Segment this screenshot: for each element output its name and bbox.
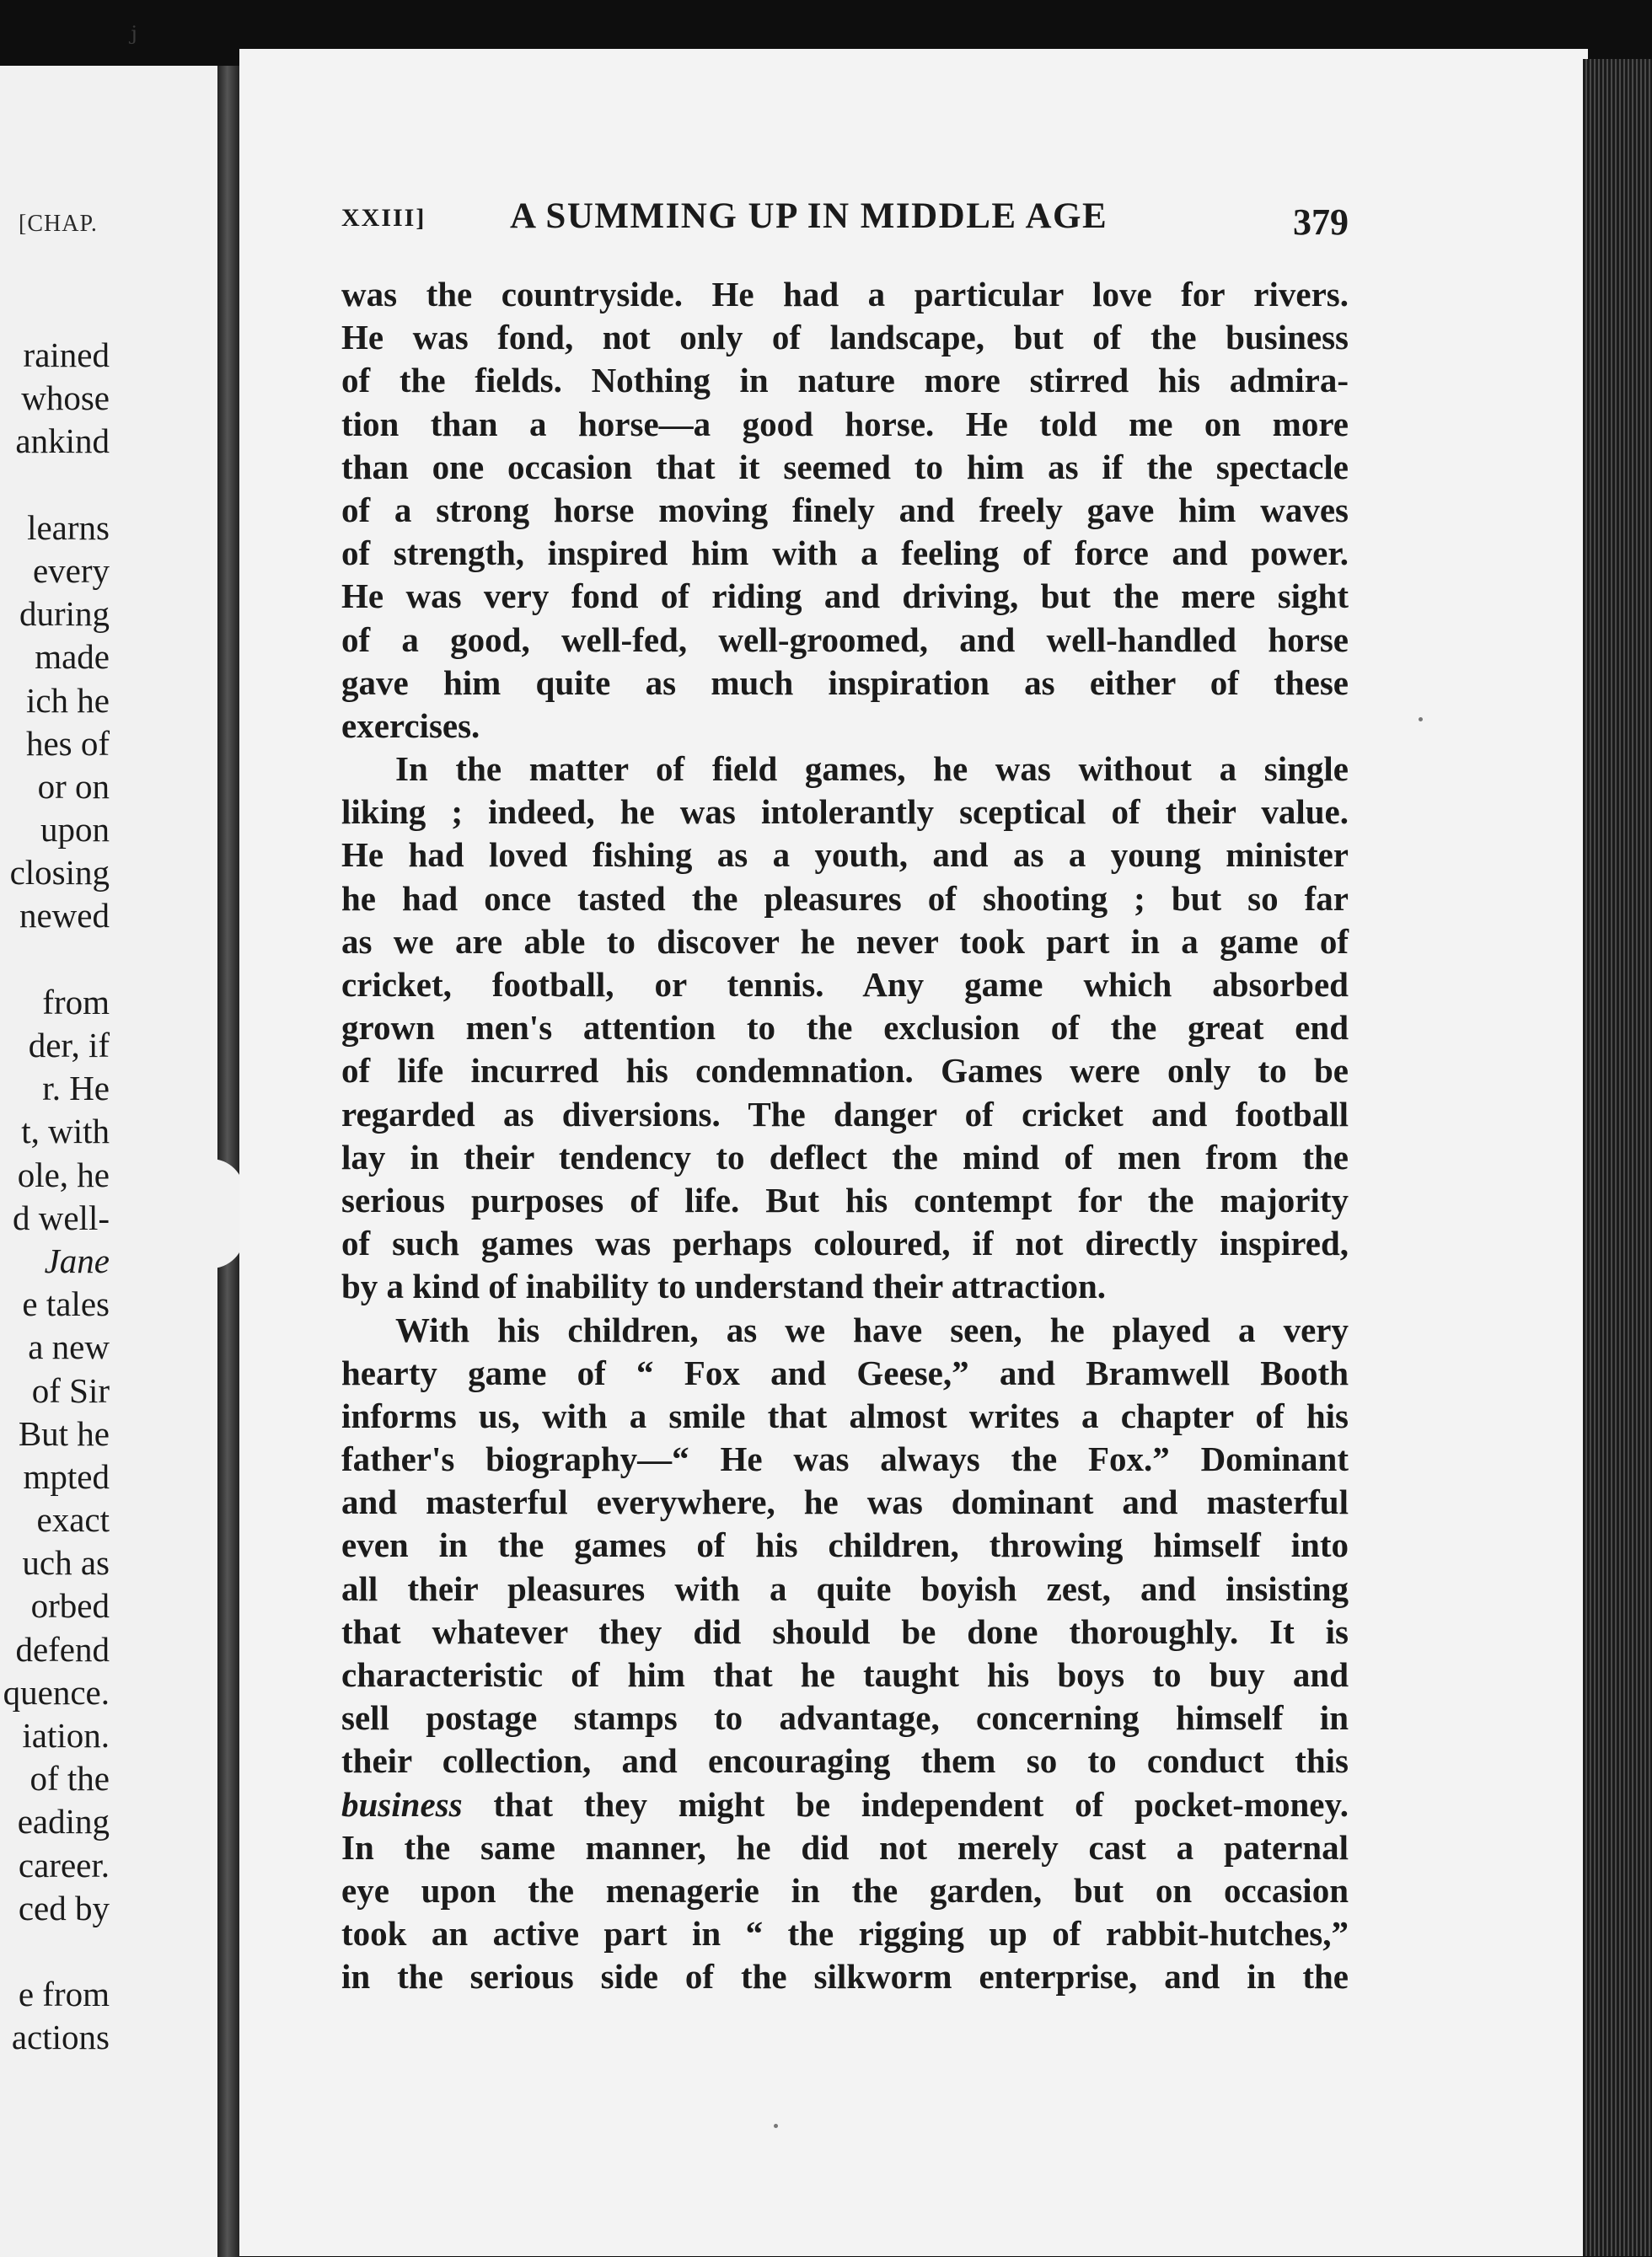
left-page-text [0, 334, 110, 2060]
left-page-line: every [32, 550, 110, 590]
left-page-line: actions [11, 2018, 110, 2057]
left-page-line: t, with [21, 1112, 110, 1151]
paragraph-start-line: With his children, as we have seen, he played a very [395, 1310, 1349, 1349]
left-page-line: upon [40, 810, 110, 850]
scan-mark: ⱼ [128, 9, 137, 47]
left-page-line: uch as [22, 1543, 110, 1583]
left-page-line: quence. [3, 1672, 110, 1712]
left-page-line [0, 938, 110, 981]
left-page-line: of the [30, 1759, 110, 1799]
text-line: as we are able to discover he never took part in a game of [341, 921, 1349, 961]
text-line: informs us, with a smile that almost writes a chapter of his [341, 1396, 1349, 1435]
text-line: lay in their tendency to deflect the mind of men from the [341, 1137, 1349, 1177]
left-page-line: closing [9, 853, 110, 893]
text-line: He was very fond of riding and driving, but the mere sight [341, 576, 1349, 616]
text-line: hearty game of “ Fox and Geese,” and Bramwell Booth [341, 1353, 1349, 1392]
left-page-line: iation. [22, 1716, 110, 1755]
body-text [341, 273, 1349, 1999]
text-line: liking ; indeed, he was intolerantly sceptical of their value. [341, 792, 1349, 832]
left-page-line: eading [17, 1802, 110, 1842]
text-line: their collection, and encouraging them so to conduct this [341, 1741, 1349, 1781]
paragraph-start-line: In the matter of field games, he was without a single [395, 749, 1349, 789]
scan-speck [774, 2124, 778, 2128]
left-page-line: of Sir [31, 1370, 110, 1410]
left-page-line: hes of [25, 723, 110, 763]
left-page-line: made [35, 637, 110, 677]
text-line: sell postage stamps to advantage, concerning himself in [341, 1698, 1349, 1738]
left-page-line: der, if [28, 1026, 110, 1064]
left-page-line: during [19, 594, 110, 634]
left-page-line: newed [19, 896, 110, 936]
text-line: of the fields. Nothing in nature more stirred his admira- [341, 361, 1349, 400]
left-page-line: or on [37, 766, 110, 806]
text-line: In the same manner, he did not merely cast a paternal [341, 1827, 1349, 1867]
left-page-line: mpted [23, 1456, 110, 1496]
text-line: grown men's attention to the exclusion of the great end [341, 1008, 1349, 1048]
left-page-line: e tales [22, 1284, 110, 1324]
text-line: even in the games of his children, throwing himself into [341, 1525, 1349, 1565]
text-line: and masterful everywhere, he was dominant and masterful [341, 1482, 1349, 1522]
left-page-line: ankind [15, 421, 110, 461]
left-page-line: d well- [13, 1198, 110, 1237]
text-line: was the countryside. He had a particular love for rivers. [341, 275, 1349, 314]
left-page [0, 66, 230, 2257]
text-line: of such games was perhaps coloured, if not directly inspired, [341, 1224, 1349, 1263]
left-page-line: learns [27, 507, 110, 547]
text-line: than one occasion that it seemed to him as if the spectacle [341, 447, 1349, 486]
text-line: exercises. [341, 705, 480, 745]
left-page-line: defend [15, 1629, 110, 1669]
text-line: regarded as diversions. The danger of cricket and football [341, 1094, 1349, 1134]
left-page-line: a new [28, 1327, 110, 1367]
left-page-line: whose [21, 378, 110, 418]
text-line: characteristic of him that he taught his boys to buy and [341, 1655, 1349, 1694]
text-line: He was fond, not only of landscape, but of the business [341, 318, 1349, 357]
text-line: of life incurred his condemnation. Games were only to be [341, 1051, 1349, 1091]
text-line: of a good, well-fed, well-groomed, and well-handled horse [341, 619, 1349, 659]
left-page-line [0, 464, 110, 507]
italic-word: business [341, 1784, 463, 1824]
left-page-line: exact [36, 1500, 110, 1540]
page-number: 379 [1293, 201, 1349, 243]
text-line: that whatever they did should be done thoroughly. It is [341, 1611, 1349, 1651]
left-page-line: career. [18, 1845, 110, 1884]
chapter-label: XXIII] [341, 204, 426, 232]
left-page-line: ich he [25, 680, 110, 720]
page-title: A SUMMING UP IN MIDDLE AGE [510, 196, 1108, 236]
left-page-line: Jane [44, 1241, 110, 1280]
text-line-with-italic [341, 1783, 1349, 1826]
text-line: in the serious side of the silkworm enterprise, and in the [341, 1957, 1349, 1997]
left-page-header: [CHAP. [19, 211, 98, 237]
left-page-line: orbed [30, 1586, 110, 1626]
left-page-line [0, 1930, 110, 1973]
left-page-line: ole, he [17, 1155, 110, 1194]
text-line: gave him quite as much inspiration as either of these [341, 662, 1349, 702]
text-line: he had once tasted the pleasures of shooting ; but so far [341, 878, 1349, 918]
text-line: eye upon the menagerie in the garden, but on occasion [341, 1870, 1349, 1910]
left-page-line: e from [18, 1975, 110, 2014]
text-line: cricket, football, or tennis. Any game which absorbed [341, 965, 1349, 1004]
left-page-line: ced by [18, 1888, 110, 1927]
left-page-line: from [42, 982, 110, 1021]
text-line: He had loved fishing as a youth, and as a young minister [341, 835, 1349, 875]
text-line: by a kind of inability to understand their attraction. [341, 1267, 1107, 1306]
text-line-rest: that they might be independent of pocket-money. [493, 1784, 1349, 1824]
text-line: all their pleasures with a quite boyish zest, and insisting [341, 1568, 1349, 1608]
left-page-line: r. He [42, 1069, 110, 1108]
text-line: of strength, inspired him with a feeling of force and power. [341, 533, 1349, 573]
running-head [341, 196, 1349, 255]
text-line: of a strong horse moving finely and freely gave him waves [341, 490, 1349, 529]
text-line: tion than a horse—a good horse. He told me on more [341, 404, 1349, 443]
scan-speck [1419, 717, 1423, 721]
text-line: took an active part in “ the rigging up of rabbit-hutches,” [341, 1914, 1349, 1954]
page-edge [1583, 59, 1652, 2256]
left-page-line: But he [18, 1413, 110, 1453]
left-page-line: rained [23, 335, 110, 374]
text-line: father's biography—“ He was always the Fox.” Dominant [341, 1439, 1349, 1479]
text-line: serious purposes of life. But his contempt for the majority [341, 1180, 1349, 1220]
